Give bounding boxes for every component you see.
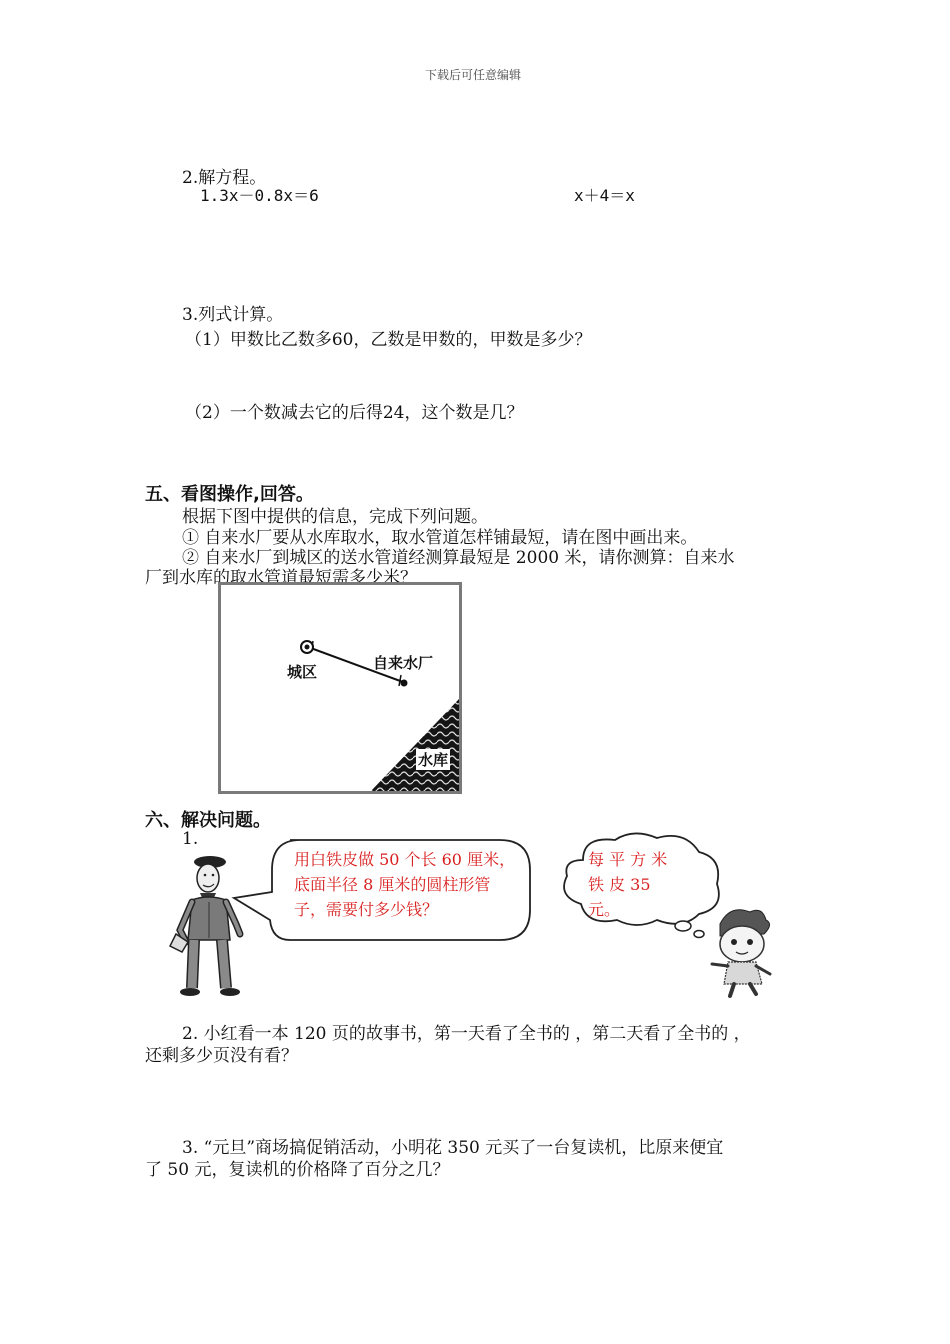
plant-marker [401,680,408,687]
equation-1: 1.3x－0.8x＝6 [200,186,319,205]
problem-3-line-1: 3. “元旦”商场搞促销活动，小明花 350 元买了一台复读机，比原来便宜 [182,1138,724,1158]
bubble-left-text: 用白铁皮做 50 个长 60 厘米，底面半径 8 厘米的圆柱形管子，需要付多少钱？ [294,850,516,919]
part-6-heading: 六、解决问题。 [145,810,271,831]
problem-2-line-1: 2. 小红看一本 120 页的故事书，第一天看了全书的 ，第二天看了全书的 ， [182,1024,751,1044]
section-3-title: 3.列式计算。 [182,305,284,325]
problem-3-line-2: 了 50 元，复读机的价格降了百分之几？ [145,1160,450,1180]
question-3-2: （2）一个数减去它的后得24，这个数是几？ [185,403,524,423]
part-5-question-1: ① 自来水厂要从水库取水，取水管道怎样铺最短，请在图中画出来。 [182,528,698,548]
part-5-intro: 根据下图中提供的信息，完成下列问题。 [182,507,488,527]
reservoir-label: 水库 [418,751,449,769]
map-figure [218,582,462,794]
part-5-question-2-line-2: 厂到水库的取水管道最短需多少米？ [145,568,417,588]
plant-label: 自来水厂 [373,654,434,672]
problem-1-number: 1. [182,829,199,849]
page-header: 下载后可任意编辑 [425,68,522,82]
reservoir-area [371,699,459,791]
part-5-question-2-line-1: ② 自来水厂到城区的送水管道经测算最短是 2000 米，请你测算：自来水 [182,548,735,568]
problem-2-line-2: 还剩多少页没有看？ [145,1046,298,1066]
section-2-title: 2.解方程。 [182,168,267,188]
part-5-heading: 五、看图操作,回答。 [145,484,314,505]
girl-cartoon-icon [700,904,780,1000]
equation-2: x＋4＝x [574,186,635,205]
city-label: 城区 [287,663,318,681]
bubble-right-text: 每 平 方 米 铁 皮 35 元。 [588,850,668,919]
question-3-1: （1）甲数比乙数多60，乙数是甲数的，甲数是多少？ [185,330,592,350]
